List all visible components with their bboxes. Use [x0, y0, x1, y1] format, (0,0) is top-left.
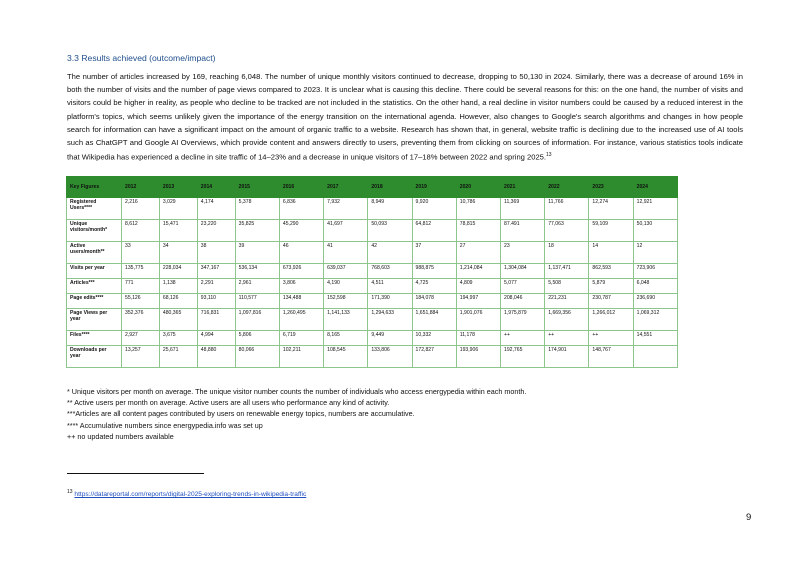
table-cell: 1,097,816 — [235, 309, 279, 331]
table-cell: 4,725 — [412, 279, 456, 294]
table-cell: 23 — [500, 242, 544, 264]
table-cell: 1,266,012 — [589, 309, 633, 331]
table-row — [67, 294, 678, 309]
table-cell: 5,378 — [235, 198, 279, 220]
header-year: 2014 — [197, 177, 235, 198]
table-cell: 192,765 — [500, 346, 544, 368]
table-cell: 8,612 — [122, 220, 160, 242]
table-cell: 12 — [633, 242, 677, 264]
table-cell — [633, 346, 677, 368]
table-cell: 135,775 — [122, 264, 160, 279]
table-row — [67, 264, 678, 279]
table-cell: 768,603 — [368, 264, 412, 279]
table-cell: 2,961 — [235, 279, 279, 294]
row-label: Page edits**** — [67, 294, 122, 309]
table-cell: 78,815 — [456, 220, 500, 242]
table-cell: 41,697 — [324, 220, 368, 242]
table-cell: 55,126 — [122, 294, 160, 309]
table-cell: 2,291 — [197, 279, 235, 294]
table-cell: 14,551 — [633, 331, 677, 346]
row-label: Visits per year — [67, 264, 122, 279]
header-year: 2013 — [159, 177, 197, 198]
table-cell: 174,901 — [545, 346, 589, 368]
paragraph-text: The number of articles increased by 169, reaching 6,048. The number of unique monthly visitors continued to decrease, dropping to 50,130 in 2024. Similarly, there was a decrease of around 16% in both the number of visits and the number of page views compared to 2023. It is unclear what is causing this decline. There could be several reasons for this: on the one hand, the number of visits and visitors could be higher in reality, as people who decline to be tracked are not included in the statistics. On the other hand, a real decline in visitor numbers could be caused by a reduced interest in the platform's topics, which seems unlikely given the importance of the energy transition on the international agenda. However, also changes to Google's search algorithms and changes in how people search for information can have a significant impact on the amount of organic traffic to a website. Research has shown that, in general, website traffic is declining due to the increased use of AI tools such as ChatGPT and Google AI Overviews, which provide content and answers directly to users, preventing them from clicking on sources of information. For instance, various statistics tools indicate that Wikipedia has experienced a decline in site traffic of 14–23% and a decrease in unique visitors of 17–18% between 2022 and spring 2025. — [67, 72, 743, 162]
row-label: Files**** — [67, 331, 122, 346]
table-cell: 108,545 — [324, 346, 368, 368]
table-cell: 38 — [197, 242, 235, 264]
table-cell: 8,949 — [368, 198, 412, 220]
table-cell: 228,034 — [159, 264, 197, 279]
table-cell: 1,069,312 — [633, 309, 677, 331]
table-row — [67, 242, 678, 264]
header-label: Key Figures — [67, 177, 122, 198]
row-label: Page Views per year — [67, 309, 122, 331]
table-cell: 2,927 — [122, 331, 160, 346]
table-row — [67, 331, 678, 346]
table-cell: 480,365 — [159, 309, 197, 331]
table-cell: 2,216 — [122, 198, 160, 220]
table-cell: 134,488 — [279, 294, 323, 309]
table-cell: 347,167 — [197, 264, 235, 279]
table-cell: 87.491 — [500, 220, 544, 242]
header-year: 2021 — [500, 177, 544, 198]
table-cell: 1,214,084 — [456, 264, 500, 279]
table-cell: 11,766 — [545, 198, 589, 220]
note-accumulative: **** Accumulative numbers since energypedia.info was set up — [67, 420, 263, 430]
section-heading: 3.3 Results achieved (outcome/impact) — [67, 53, 216, 63]
table-cell: 5,508 — [545, 279, 589, 294]
table-cell: 50,130 — [633, 220, 677, 242]
row-label: Articles*** — [67, 279, 122, 294]
header-year: 2018 — [368, 177, 412, 198]
table-cell: 10,786 — [456, 198, 500, 220]
header-year: 2020 — [456, 177, 500, 198]
table-cell: 12,274 — [589, 198, 633, 220]
table-cell: 193,906 — [456, 346, 500, 368]
table-cell: 4,511 — [368, 279, 412, 294]
header-year: 2024 — [633, 177, 677, 198]
row-label: Downloads per year — [67, 346, 122, 368]
note-no-update: ++ no updated numbers available — [67, 431, 174, 441]
table-cell: 862,593 — [589, 264, 633, 279]
row-label: Active users/month** — [67, 242, 122, 264]
table-cell: 45,290 — [279, 220, 323, 242]
table-cell: 39 — [235, 242, 279, 264]
table-cell: 236,690 — [633, 294, 677, 309]
table-cell: 171,390 — [368, 294, 412, 309]
table-cell: 33 — [122, 242, 160, 264]
table-cell: 221,231 — [545, 294, 589, 309]
note-active-users: ** Active users per month on average. Active users are all users who performance any kind of activity. — [67, 398, 390, 408]
table-cell: 723,906 — [633, 264, 677, 279]
header-year: 2022 — [545, 177, 589, 198]
table-cell: 1,901,076 — [456, 309, 500, 331]
key-figures-table — [66, 176, 678, 368]
table-cell: 152,598 — [324, 294, 368, 309]
footnote-reference[interactable]: 13 — [546, 152, 552, 159]
table-cell: 1,137,471 — [545, 264, 589, 279]
note-articles: ***Articles are all content pages contributed by users on renewable energy topics, numbers are accumulative. — [67, 409, 415, 419]
table-cell: 23,220 — [197, 220, 235, 242]
page-number: 9 — [746, 512, 752, 523]
table-row — [67, 346, 678, 368]
table-cell: 1,294,633 — [368, 309, 412, 331]
table-cell: 716,831 — [197, 309, 235, 331]
table-cell: 1,260,495 — [279, 309, 323, 331]
table-cell: 25,671 — [159, 346, 197, 368]
table-cell: 1,304,084 — [500, 264, 544, 279]
table-cell: 34 — [159, 242, 197, 264]
table-cell: 9,920 — [412, 198, 456, 220]
row-label: Unique visitors/month* — [67, 220, 122, 242]
table-cell: 1,669,356 — [545, 309, 589, 331]
table-cell: 9,449 — [368, 331, 412, 346]
table-cell: 13,257 — [122, 346, 160, 368]
table-cell: 1,651,884 — [412, 309, 456, 331]
table-cell: 133,806 — [368, 346, 412, 368]
table-row — [67, 220, 678, 242]
table-cell: 11,369 — [500, 198, 544, 220]
table-cell: 80,066 — [235, 346, 279, 368]
table-cell: 6,719 — [279, 331, 323, 346]
table-cell: 46 — [279, 242, 323, 264]
table-cell: 184,078 — [412, 294, 456, 309]
table-cell: 5,077 — [500, 279, 544, 294]
table-cell: 639,037 — [324, 264, 368, 279]
table-cell: 673,926 — [279, 264, 323, 279]
table-cell: 6,836 — [279, 198, 323, 220]
table-cell: 42 — [368, 242, 412, 264]
table-cell: 194,997 — [456, 294, 500, 309]
table-cell: 3,806 — [279, 279, 323, 294]
table-cell: 148,767 — [589, 346, 633, 368]
table-row — [67, 279, 678, 294]
table-cell: 12,921 — [633, 198, 677, 220]
body-paragraph — [67, 70, 743, 164]
table-cell: 208,046 — [500, 294, 544, 309]
table-cell: 988,875 — [412, 264, 456, 279]
table-cell: 352,376 — [122, 309, 160, 331]
table-cell: 3,675 — [159, 331, 197, 346]
table-row — [67, 198, 678, 220]
table-cell: 8,165 — [324, 331, 368, 346]
header-year: 2017 — [324, 177, 368, 198]
header-year: 2019 — [412, 177, 456, 198]
table-cell: 110,577 — [235, 294, 279, 309]
table-cell: 3,029 — [159, 198, 197, 220]
table-cell: ++ — [545, 331, 589, 346]
table-cell: 4,809 — [456, 279, 500, 294]
table-cell: 771 — [122, 279, 160, 294]
table-cell: 59,109 — [589, 220, 633, 242]
table-cell: 1,975,879 — [500, 309, 544, 331]
table-cell: 11,178 — [456, 331, 500, 346]
table-cell: 14 — [589, 242, 633, 264]
table-cell: 5,879 — [589, 279, 633, 294]
table-cell: 15,471 — [159, 220, 197, 242]
table-cell: 27 — [456, 242, 500, 264]
table-cell: 4,174 — [197, 198, 235, 220]
table-cell: 4,190 — [324, 279, 368, 294]
table-cell: ++ — [589, 331, 633, 346]
table-cell: 35,825 — [235, 220, 279, 242]
table-body — [67, 198, 678, 368]
table-cell: 68,126 — [159, 294, 197, 309]
table-cell: 1,138 — [159, 279, 197, 294]
table-cell: 536,134 — [235, 264, 279, 279]
footnote — [67, 489, 306, 498]
table-row — [67, 309, 678, 331]
table-cell: 230,787 — [589, 294, 633, 309]
footnote-link[interactable]: https://datareportal.com/reports/digital-2025-exploring-trends-in-wikipedia-traffic — [74, 491, 307, 499]
table-cell: 18 — [545, 242, 589, 264]
header-year: 2012 — [122, 177, 160, 198]
table-cell: 37 — [412, 242, 456, 264]
table-cell: ++ — [500, 331, 544, 346]
footnote-number: 13 — [67, 489, 73, 495]
row-label: Registered Users**** — [67, 198, 122, 220]
table-cell: 50,093 — [368, 220, 412, 242]
header-year: 2023 — [589, 177, 633, 198]
table-cell: 48,880 — [197, 346, 235, 368]
header-year: 2015 — [235, 177, 279, 198]
header-year: 2016 — [279, 177, 323, 198]
footnote-divider — [67, 473, 204, 474]
table-cell: 10,332 — [412, 331, 456, 346]
table-cell: 172,827 — [412, 346, 456, 368]
table-cell: 1,141,133 — [324, 309, 368, 331]
table-cell: 102,211 — [279, 346, 323, 368]
table-cell: 6,048 — [633, 279, 677, 294]
table-cell: 77,063 — [545, 220, 589, 242]
table-header-row — [67, 177, 678, 198]
table-cell: 5,806 — [235, 331, 279, 346]
table-cell: 4,994 — [197, 331, 235, 346]
note-unique-visitors: * Unique visitors per month on average. The unique visitor number counts the number of individuals who access energypedia within each month. — [67, 387, 527, 396]
table-cell: 64,812 — [412, 220, 456, 242]
table-cell: 7,932 — [324, 198, 368, 220]
table-cell: 41 — [324, 242, 368, 264]
table-notes — [67, 386, 526, 442]
table-cell: 93,110 — [197, 294, 235, 309]
